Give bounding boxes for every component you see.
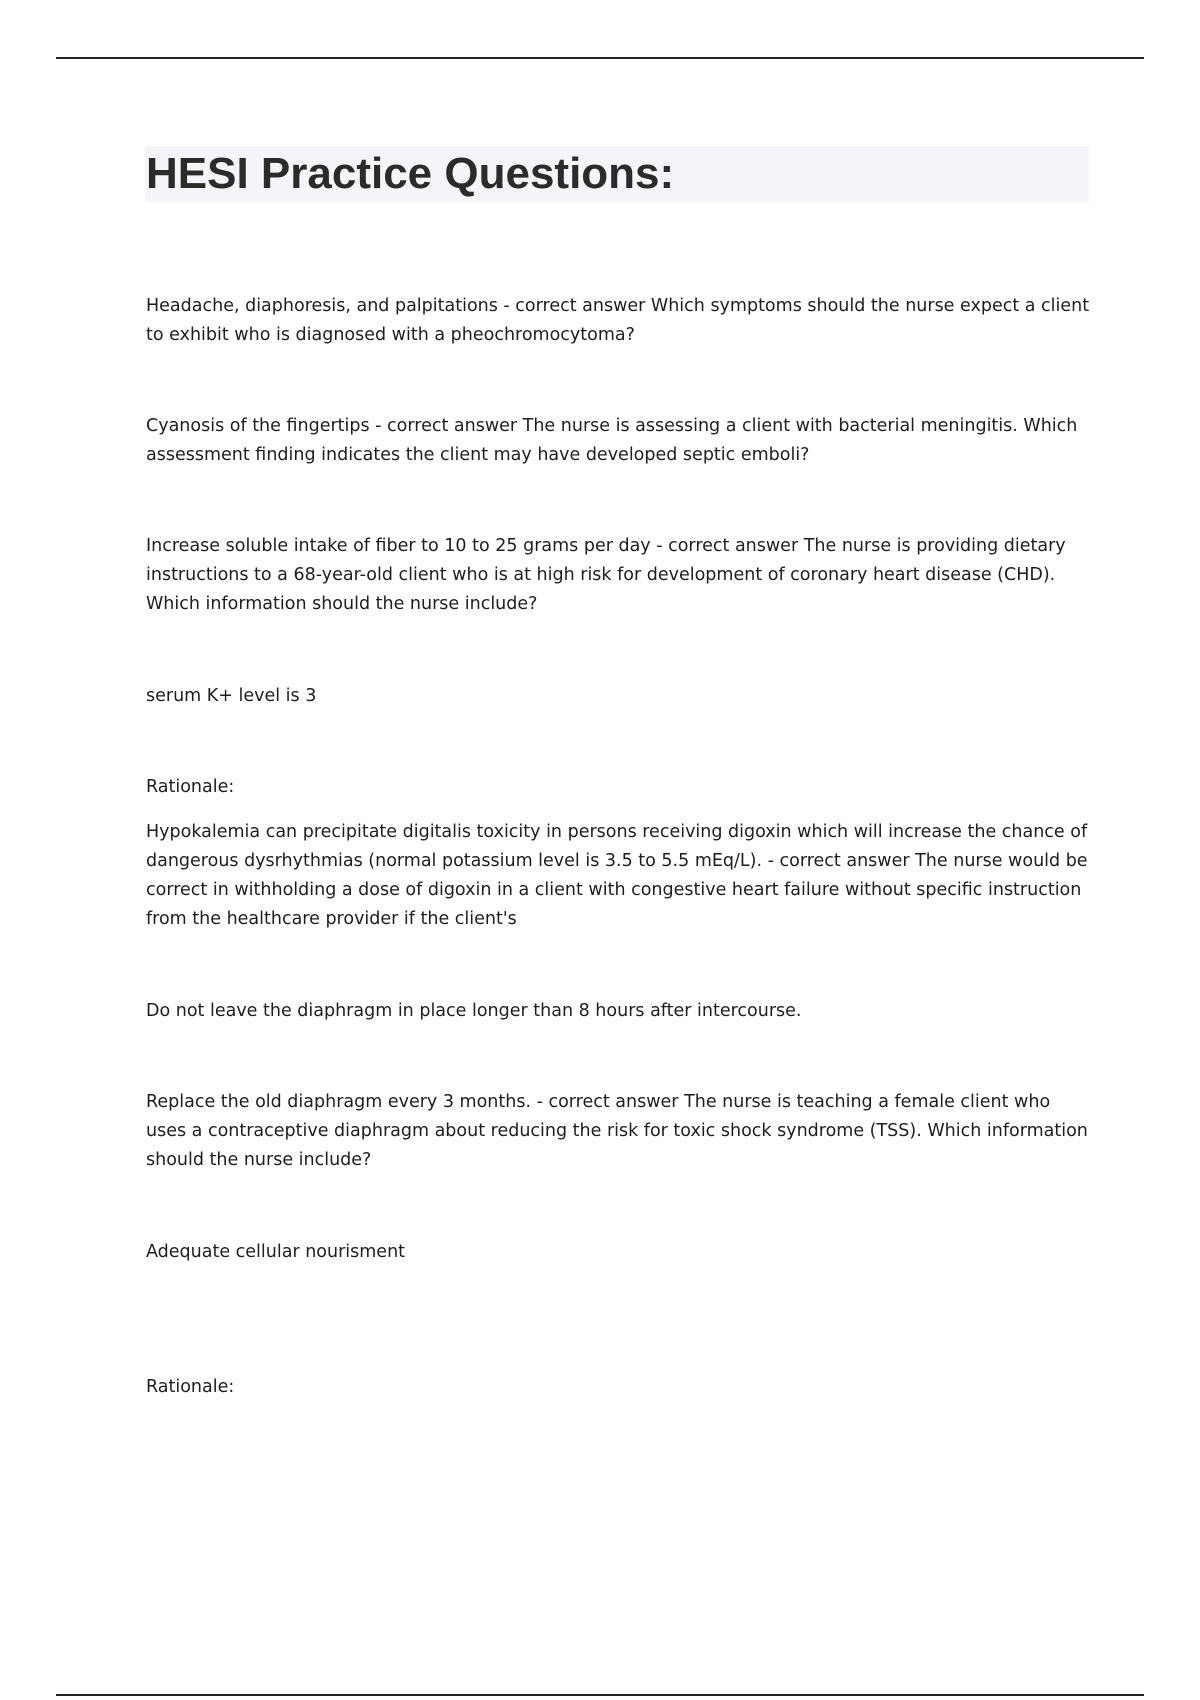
answer-diaphragm-8-hours: Do not leave the diaphragm in place longer than 8 hours after intercourse. xyxy=(146,1001,802,1021)
qa-paragraph-diaphragm-tss: Replace the old diaphragm every 3 months. - correct answer The nurse is teaching a female client who uses a contraceptive diaphragm about reducing the risk for toxic shock syndrome (TSS). Which information should the nurse include? xyxy=(146,1092,1088,1170)
qa-paragraph-chd-fiber: Increase soluble intake of fiber to 10 to 25 grams per day - correct answer The nurse is providing dietary instructions to a 68-year-old client who is at high risk for development of coronary heart disease (CHD). Which information should the nurse include? xyxy=(146,536,1066,614)
rationale-label-2: Rationale: xyxy=(146,1377,235,1397)
top-divider xyxy=(56,57,1144,59)
page-title: HESI Practice Questions: xyxy=(146,149,675,198)
answer-cellular-nourishment: Adequate cellular nourisment xyxy=(146,1242,406,1262)
qa-paragraph-meningitis: Cyanosis of the fingertips - correct answer The nurse is assessing a client with bacterial meningitis. Which assessment finding indicates the client may have developed septic emboli? xyxy=(146,416,1078,465)
rationale-hypokalemia: Hypokalemia can precipitate digitalis toxicity in persons receiving digoxin which will increase the chance of dangerous dysrhythmias (normal potassium level is 3.5 to 5.5 mEq/L). - correct answer The nurse would be correct in withholding a dose of digoxin in a client with congestive heart failure without specific instruction from the healthcare provider if the client's xyxy=(146,822,1088,929)
rationale-label: Rationale: xyxy=(146,777,235,797)
answer-serum-potassium: serum K+ level is 3 xyxy=(146,686,317,706)
qa-paragraph-pheochromocytoma: Headache, diaphoresis, and palpitations - correct answer Which symptoms should the nurse expect a client to exhibit who is diagnosed with a pheochromocytoma? xyxy=(146,296,1090,345)
bottom-divider xyxy=(56,1694,1144,1696)
